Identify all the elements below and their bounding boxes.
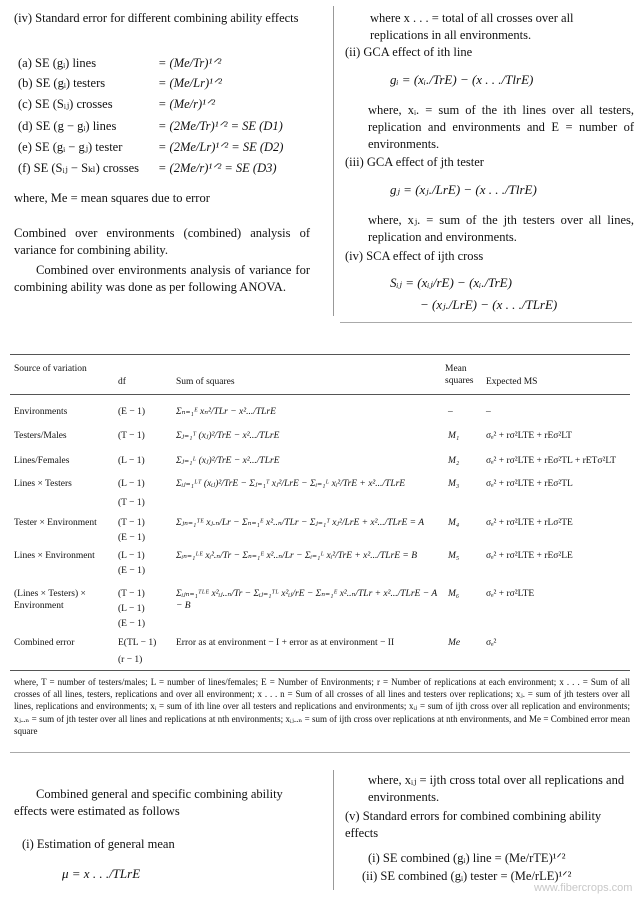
row-ems: –: [486, 407, 491, 417]
se-label-b: (b) SE (gᵢ) testers: [18, 76, 106, 90]
item-standard-errors-combined: (v) Standard errors for combined combining ability effects: [345, 809, 602, 840]
row-ss: Σᵢⱼₙ₌₁ᵀᴸᴱ x²ᵢⱼ..ₙ/Tr − Σᵢⱼ₌₁ᵀᴸ x²ᵢⱼ/rE − Σₙ₌₁ᴱ x²..ₙ/TLr + x².../TLrE − A − B: [176, 589, 437, 611]
gca-tester-equation: gⱼ = (xⱼ./LrE) − (x . . ./TlrE): [390, 182, 537, 197]
se-formula-f: = (2Me/r)¹ᐟ² = SE (D3): [158, 161, 277, 175]
row-source: (Lines × Testers) × Environment: [14, 589, 86, 611]
where-me: where, Me = mean squares due to error: [14, 191, 210, 205]
se-combined-tester: (ii) SE combined (gᵢ) tester = (Me/rLE)¹ᐟ²: [362, 869, 572, 883]
row-ems: σₑ² + rσ²LTE + rEσ²TL + rETσ²LT: [486, 456, 617, 466]
row-df: (L − 1): [118, 604, 145, 614]
se-formula-e: = (2Me/Lr)¹ᐟ² = SE (D2): [158, 140, 284, 154]
gca-line-title: (ii) GCA effect of ith line: [345, 45, 473, 59]
header-ems: Expected MS: [486, 377, 538, 387]
header-ms: Mean squares: [445, 364, 474, 386]
row-ss: Error as at environment − I + error as at environment − II: [176, 638, 395, 648]
row-ems: σₑ² + rσ²LTE: [486, 589, 535, 599]
row-df: (L − 1): [118, 456, 145, 466]
row-ms: M₁: [448, 431, 460, 441]
column-divider-bottom: [333, 770, 334, 890]
item-general-mean: (i) Estimation of general mean: [22, 837, 175, 851]
gca-line-where: where, xᵢ. = sum of the ith lines over all testers, replication and environments and E = number of environments.: [368, 103, 634, 151]
section-heading-iv: (iv) Standard error for different combining ability effects: [14, 11, 299, 25]
row-ss: Σⱼ₌₁ᵀ (xⱼ)²/TrE − x².../TLrE: [176, 431, 280, 441]
sca-equation-line2: − (xⱼ./LrE) − (x . . ./TLrE): [420, 297, 558, 312]
row-df: (L − 1): [118, 479, 145, 489]
row-ms: M₂: [448, 456, 460, 466]
footnote-bottom-rule: [10, 752, 630, 753]
sca-equation-line1: Sᵢⱼ = (xᵢⱼ/rE) − (xᵢ./TrE): [390, 275, 512, 290]
table-bottom-rule: [10, 670, 630, 671]
row-ms: M₄: [448, 518, 460, 528]
row-df: (E − 1): [118, 566, 145, 576]
row-source: Lines × Environment: [14, 551, 95, 561]
row-ms: M₅: [448, 551, 460, 561]
header-ss: Sum of squares: [176, 377, 235, 387]
row-ss: Σᵢₙ₌₁ᴸᴱ xᵢ².ₙ/Tr − Σₙ₌₁ᴱ x²..ₙ/Lr − Σᵢ₌₁ᴸ xᵢ²/TrE + x².../TLrE = B: [176, 551, 418, 561]
row-ems: σₑ² + rσ²LTE + rEσ²TL: [486, 479, 573, 489]
row-source: Combined error: [14, 638, 75, 648]
row-ms: M₃: [448, 479, 460, 489]
row-df: (E − 1): [118, 533, 145, 543]
row-ems: σₑ² + rσ²LTE + rEσ²LE: [486, 551, 573, 561]
row-df: (T − 1): [118, 498, 145, 508]
row-ss: Σⱼₙ₌₁ᵀᴱ xⱼ.ₙ/Lr − Σₙ₌₁ᴱ x²..ₙ/TLr − Σⱼ₌₁ᵀ xⱼ²/LrE + x².../TLrE = A: [176, 518, 425, 528]
row-ss: Σⱼ₌₁ᴸ (xⱼ)²/TrE − x².../TLrE: [176, 456, 280, 466]
where-xij: where, xᵢⱼ = ijth cross total over all replications and environments.: [368, 773, 625, 804]
row-df: E(TL − 1): [118, 638, 157, 648]
where-x-total: where x . . . = total of all crosses over all replications in all environments.: [370, 11, 574, 42]
paragraph-combined-anova-1: Combined over environments (combined) analysis of variance for combining ability.: [14, 226, 310, 257]
row-ms: M₆: [448, 589, 460, 599]
se-label-f: (f) SE (Sᵢⱼ − Sₖₗ) crosses: [18, 161, 140, 175]
row-df: (E − 1): [118, 619, 145, 629]
se-label-c: (c) SE (Sᵢⱼ) crosses: [18, 97, 113, 111]
table-header-rule: [10, 394, 630, 395]
row-ms: –: [448, 407, 453, 417]
header-source: Source of variation: [14, 364, 87, 374]
row-df: (E − 1): [118, 407, 145, 417]
gca-line-equation: gᵢ = (xᵢ./TrE) − (x . . ./TlrE): [390, 72, 534, 87]
row-ems: σₑ² + rσ²LTE + rLσ²TE: [486, 518, 573, 528]
gca-tester-where: where, xⱼ. = sum of the jth testers over all lines, replication and environments.: [368, 213, 634, 244]
column-divider-top: [333, 6, 334, 316]
sca-title: (iv) SCA effect of ijth cross: [345, 249, 484, 263]
se-label-e: (e) SE (gᵢ − gⱼ) tester: [18, 140, 123, 154]
se-formula-b: = (Me/Lr)¹ᐟ²: [158, 76, 222, 90]
row-df: (T − 1): [118, 589, 145, 599]
se-label-d: (d) SE (g − gᵢ) lines: [18, 119, 117, 133]
se-combined-line: (i) SE combined (gᵢ) line = (Me/rTE)¹ᐟ²: [368, 851, 566, 865]
table-footnote: where, T = number of testers/males; L = number of lines/females; E = Number of Environments; r = Number of replications at each environment; x . . . = Sum of all crosses of all lines, testers, replications and over all environment; x . . . n = Sum of all crosses of all lines and testers over replications; xⱼ. = sum of jth testers over all lines, replications and environments; xᵢ = sum of ith line over all testers and replications and environments; xᵢⱼ = sum of ijth cross over all replication and environments; xⱼ..ₙ = sum of jth tester over all lines and replications at nth environments; xᵢⱼ..ₙ = sum of ijth cross over replications at nth environments, and Me = Combined error mean square: [14, 677, 630, 736]
paragraph-combined-anova-2: Combined over environments analysis of variance for combining ability was done as per following ANOVA.: [14, 263, 310, 294]
header-df: df: [118, 377, 126, 387]
gca-tester-title: (iii) GCA effect of jth tester: [345, 155, 484, 169]
row-df: (r − 1): [118, 655, 143, 665]
row-ems: σₑ²: [486, 638, 497, 648]
row-source: Tester × Environment: [14, 518, 97, 528]
row-df: (T − 1): [118, 431, 145, 441]
row-ss: Σₙ₌₁ᴱ xₙ²/TLr − x².../TLrE: [176, 407, 276, 417]
row-df: (L − 1): [118, 551, 145, 561]
se-formula-d: = (2Me/Tr)¹ᐟ² = SE (D1): [158, 119, 283, 133]
right-column-end-rule: [340, 322, 632, 323]
se-label-a: (a) SE (gᵢ) lines: [18, 56, 97, 70]
general-mean-equation: μ = x . . ./TLrE: [62, 866, 141, 881]
paragraph-combined-gca-sca: Combined general and specific combining ability effects were estimated as follows: [14, 787, 283, 818]
row-source: Environments: [14, 407, 68, 417]
se-formula-a: = (Me/Tr)¹ᐟ²: [158, 56, 222, 70]
row-df: (T − 1): [118, 518, 145, 528]
se-formula-c: = (Me/r)¹ᐟ²: [158, 97, 215, 111]
row-ms: Me: [448, 638, 461, 648]
row-source: Testers/Males: [14, 431, 67, 441]
row-source: Lines × Testers: [14, 479, 72, 489]
row-source: Lines/Females: [14, 456, 70, 466]
table-top-rule: [10, 354, 630, 355]
row-ems: σₑ² + rσ²LTE + rEσ²LT: [486, 431, 572, 441]
watermark: www.fibercrops.com: [534, 882, 633, 894]
row-ss: Σᵢⱼ₌₁ᴸᵀ (xᵢⱼ)²/TrE − Σⱼ₌₁ᵀ xⱼ²/LrE − Σᵢ₌₁ᴸ xᵢ²/TrE + x².../TLrE: [176, 479, 406, 489]
